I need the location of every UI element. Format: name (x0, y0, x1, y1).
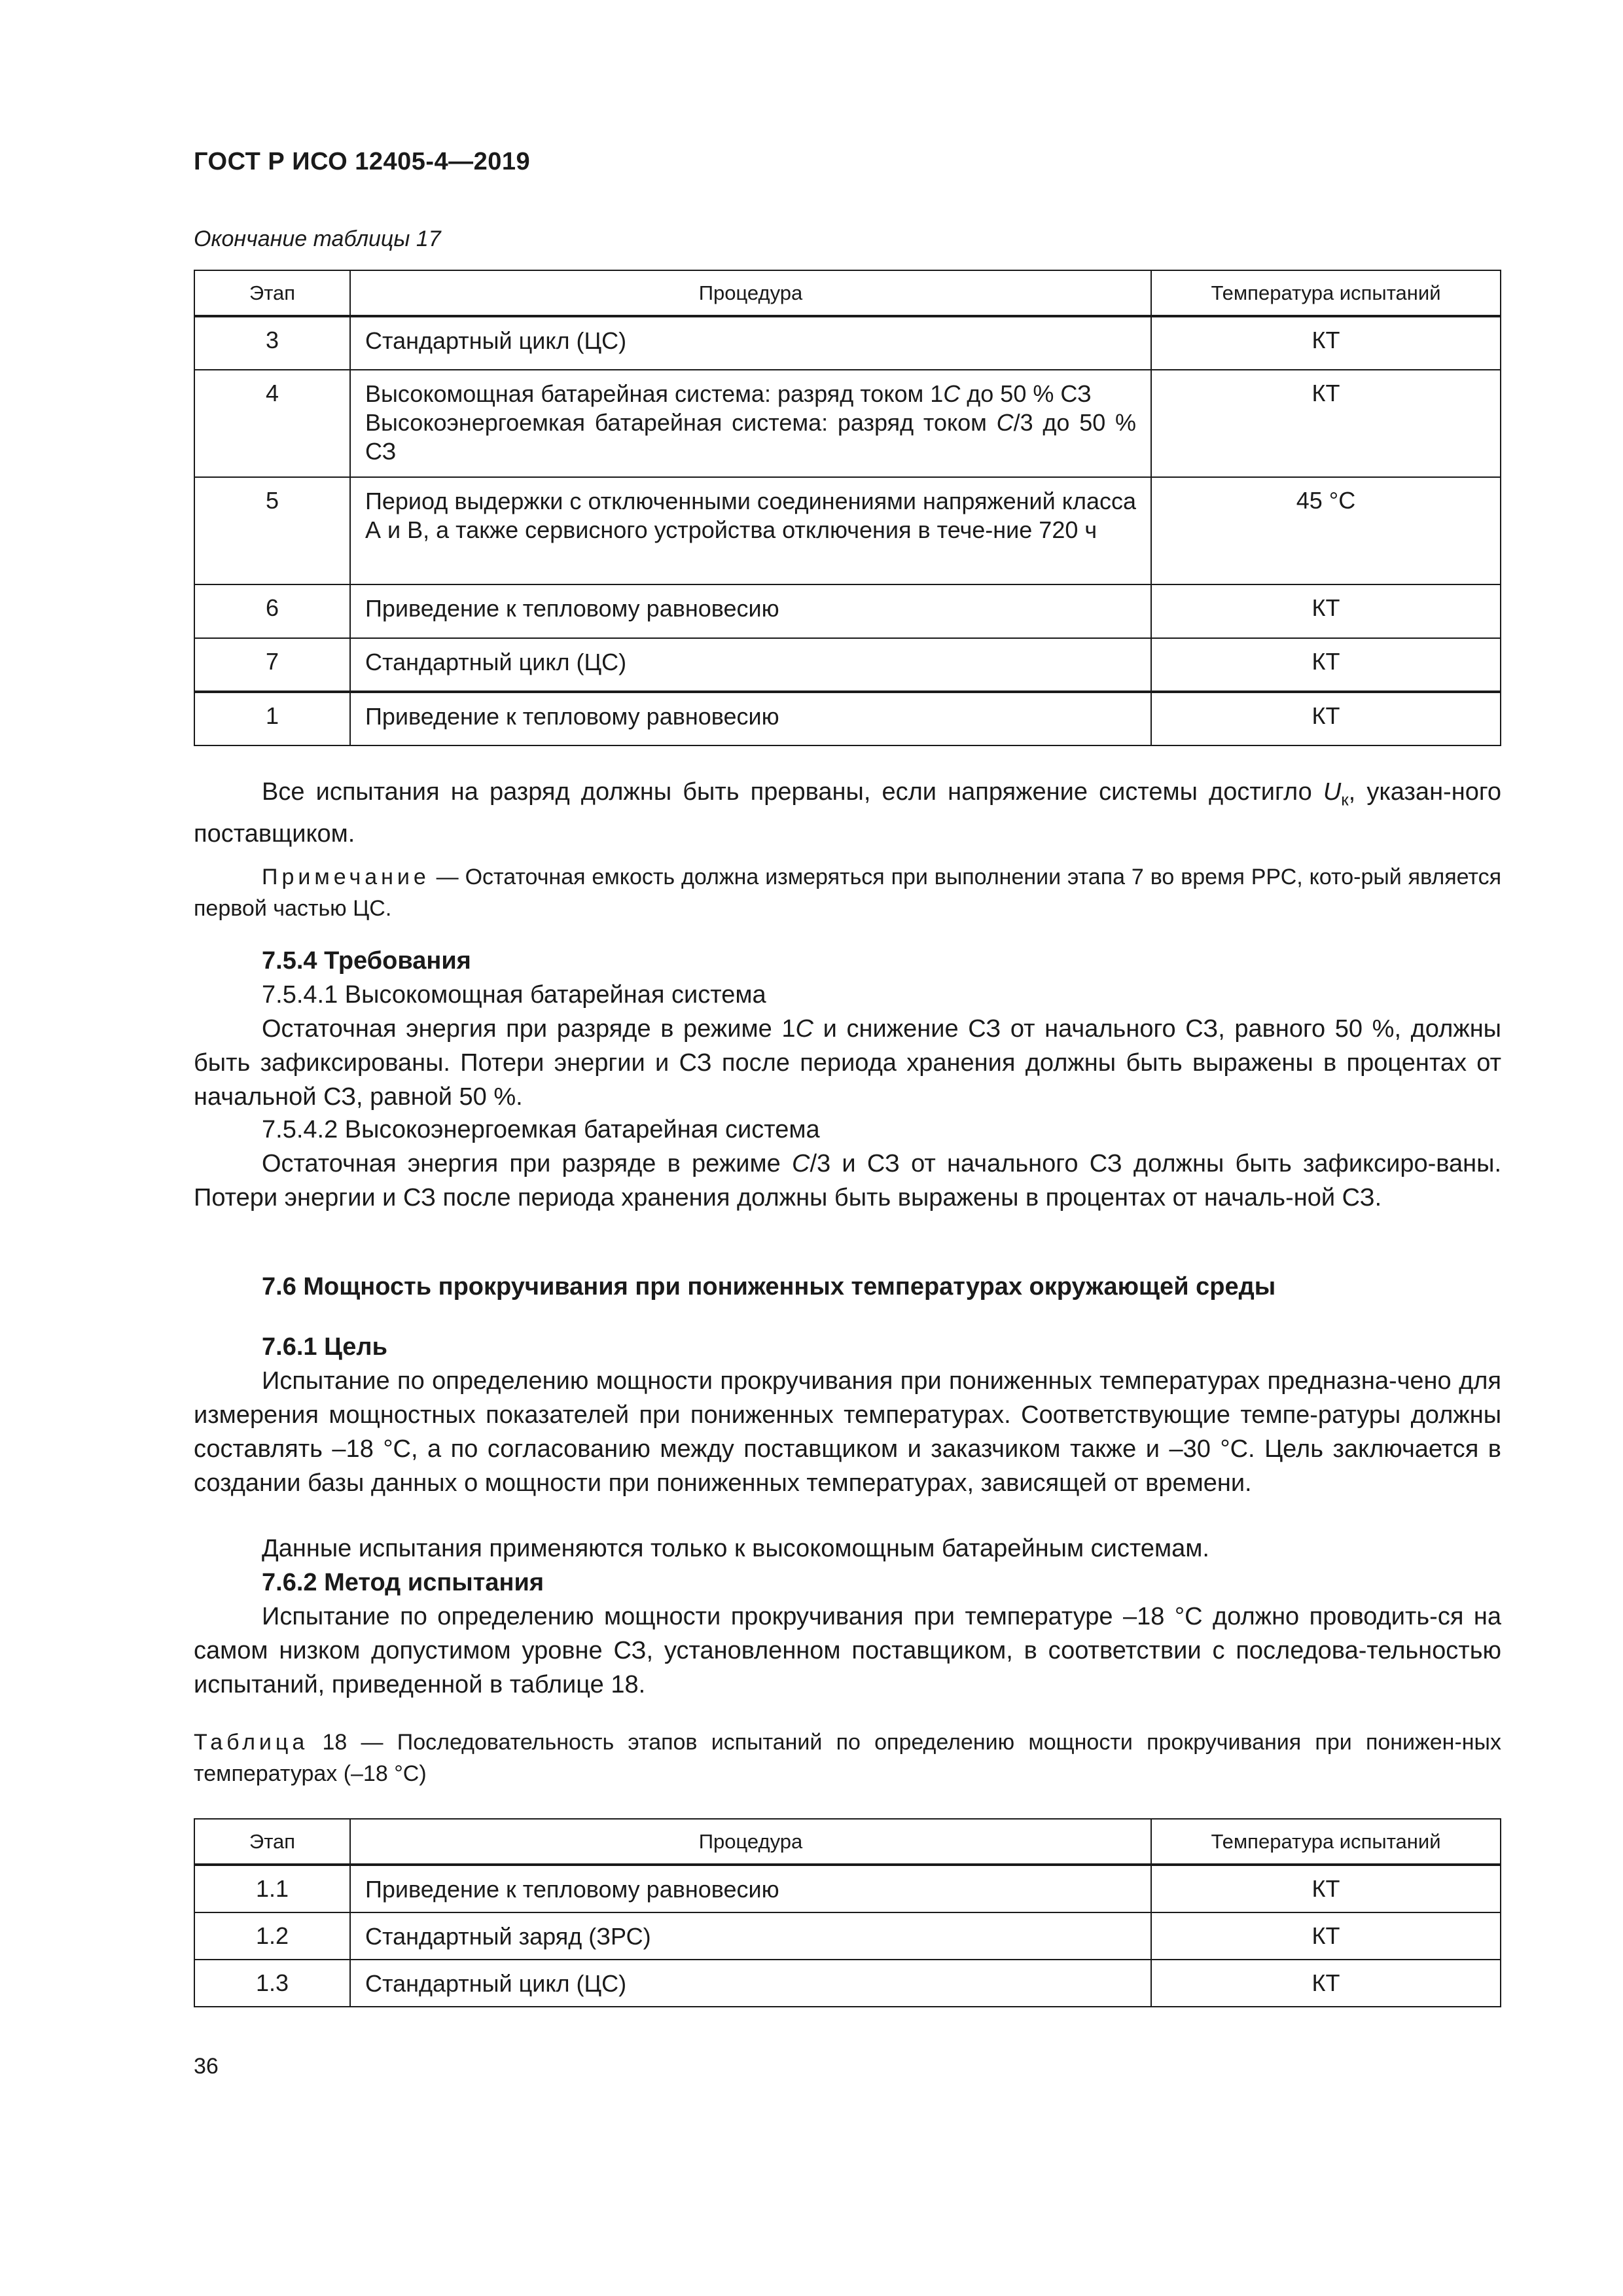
stage-cell: 1.1 (194, 1865, 350, 1912)
temp-cell: КТ (1151, 584, 1501, 638)
paragraph-7-5-4-2 (194, 1147, 1501, 1215)
paragraph-text: , указан-ного поставщиком. (194, 778, 1501, 848)
temp-cell: КТ (1151, 316, 1501, 370)
procedure-cell: Период выдержки с отключенными соединениями напряжений класса А и В, а также сервисного устройства отключения в тече-ние 720 ч (350, 477, 1151, 584)
table-row (194, 370, 1501, 477)
document-code-header: ГОСТ Р ИСО 12405-4—2019 (194, 148, 531, 175)
col-header-procedure: Процедура (350, 270, 1151, 316)
subsection-7-5-4-1: 7.5.4.1 Высокомощная батарейная система (262, 981, 766, 1009)
stage-cell: 6 (194, 584, 350, 638)
section-7-5-4-heading: 7.5.4 Требования (262, 947, 471, 975)
procedure-cell: Стандартный цикл (ЦС) (350, 638, 1151, 692)
paragraph-7-6-1: Испытание по определению мощности прокручивания при пониженных температурах предназна-чено для измерения мощностных показателей при пониженных температурах. Соответствующие темпе-ратуры должны составлять –18 °С, а по согласованию между поставщиком и заказчиком также и –30 °С. Цель заключается в создании базы данных о мощности при пониженных температурах, зависящей от времени. (194, 1367, 1501, 1497)
paragraph-7-5-4-1 (194, 1012, 1501, 1114)
paragraph-text: С (795, 1015, 813, 1043)
table-row (194, 1960, 1501, 2007)
procedure-text: до 50 % СЗ (960, 380, 1092, 407)
procedure-text: Высокомощная батарейная система: разряд током 1 (365, 380, 944, 407)
stage-cell: 1 (194, 692, 350, 745)
temp-cell: КТ (1151, 638, 1501, 692)
paragraph-text: Все испытания на разряд должны быть прерваны, если напряжение системы достигло (262, 778, 1323, 806)
table-row (194, 477, 1501, 584)
temp-cell: КТ (1151, 1960, 1501, 2007)
table-row (194, 584, 1501, 638)
procedure-cell: Приведение к тепловому равновесию (350, 584, 1151, 638)
table18-caption (194, 1727, 1501, 1789)
col-header-stage: Этап (194, 270, 350, 316)
temp-cell: КТ (1151, 1912, 1501, 1960)
section-7-6-2-heading: 7.6.2 Метод испытания (262, 1569, 544, 1596)
section-7-6-heading: 7.6 Мощность прокручивания при пониженных температурах окружающей среды (262, 1273, 1276, 1300)
col-header-procedure: Процедура (350, 1819, 1151, 1865)
note-paragraph (194, 861, 1501, 924)
page-number: 36 (194, 2054, 219, 2079)
stage-cell: 1.3 (194, 1960, 350, 2007)
paragraph-text: Остаточная энергия при разряде в режиме 1 (262, 1015, 796, 1043)
note-text: — Остаточная емкость должна измеряться при выполнении этапа 7 во время РРС, кото-рый является первой частью ЦС. (194, 865, 1501, 921)
table17-caption: Окончание таблицы 17 (194, 226, 441, 251)
procedure-text: С (943, 380, 961, 407)
temp-cell: 45 °С (1151, 477, 1501, 584)
discharge-paragraph (194, 775, 1501, 851)
col-header-temp: Температура испытаний (1151, 270, 1501, 316)
col-header-temp: Температура испытаний (1151, 1819, 1501, 1865)
temp-cell: КТ (1151, 1865, 1501, 1912)
procedure-cell: Приведение к тепловому равновесию (350, 692, 1151, 745)
table-caption-label: Таблица (194, 1730, 309, 1755)
paragraph-text: и снижение СЗ от начального СЗ, равного 50 %, должны быть зафиксированы. Потери энергии и СЗ после периода хранения должны быть выражены в процентах от начальной СЗ, равной 50 %. (194, 1015, 1501, 1111)
table-18 (194, 1818, 1501, 2007)
paragraph-text: /3 и СЗ от начального СЗ должны быть зафиксиро-ваны. Потери энергии и СЗ после периода хранения должны быть выражены в процентах от началь-ной СЗ. (194, 1150, 1501, 1211)
procedure-text: Высокоэнергоемкая батарейная система: разряд током (365, 409, 997, 436)
section-7-6-1-heading: 7.6.1 Цель (262, 1333, 387, 1361)
table-row (194, 316, 1501, 370)
procedure-cell: Стандартный цикл (ЦС) (350, 316, 1151, 370)
stage-cell: 3 (194, 316, 350, 370)
stage-cell: 7 (194, 638, 350, 692)
paragraph-text: Остаточная энергия при разряде в режиме (262, 1150, 793, 1177)
table-header-row (194, 270, 1501, 316)
procedure-cell: Стандартный заряд (ЗРС) (350, 1912, 1151, 1960)
col-header-stage: Этап (194, 1819, 350, 1865)
table-row (194, 1912, 1501, 1960)
procedure-text: С (996, 409, 1014, 436)
table-row (194, 638, 1501, 692)
stage-cell: 5 (194, 477, 350, 584)
stage-cell: 1.2 (194, 1912, 350, 1960)
paragraph-text: С (792, 1150, 810, 1177)
paragraph-7-6-2: Испытание по определению мощности прокручивания при температуре –18 °С должно проводить-ся на самом низком допустимом уровне СЗ, установленном поставщиком, в соответствии с последова-тельностью испытаний, приведенной в таблице 18. (194, 1603, 1501, 1698)
voltage-subscript: к (1341, 789, 1349, 810)
procedure-cell (350, 370, 1151, 477)
voltage-symbol: U (1323, 778, 1342, 806)
note-label: Примечание (262, 865, 430, 889)
table-17 (194, 270, 1501, 746)
temp-cell: КТ (1151, 692, 1501, 745)
procedure-cell: Стандартный цикл (ЦС) (350, 1960, 1151, 2007)
procedure-cell: Приведение к тепловому равновесию (350, 1865, 1151, 1912)
paragraph-7-6-1-b: Данные испытания применяются только к высокомощным батарейным системам. (262, 1535, 1209, 1562)
table-row (194, 692, 1501, 745)
procedure-text: /3 до 50 % СЗ (365, 409, 1136, 465)
table-caption-text: 18 — Последовательность этапов испытаний по определению мощности прокручивания при понижен-ных температурах (–18 °С) (194, 1730, 1501, 1786)
subsection-7-5-4-2: 7.5.4.2 Высокоэнергоемкая батарейная система (262, 1116, 820, 1143)
stage-cell: 4 (194, 370, 350, 477)
table-row (194, 1865, 1501, 1912)
temp-cell: КТ (1151, 370, 1501, 477)
table-header-row (194, 1819, 1501, 1865)
